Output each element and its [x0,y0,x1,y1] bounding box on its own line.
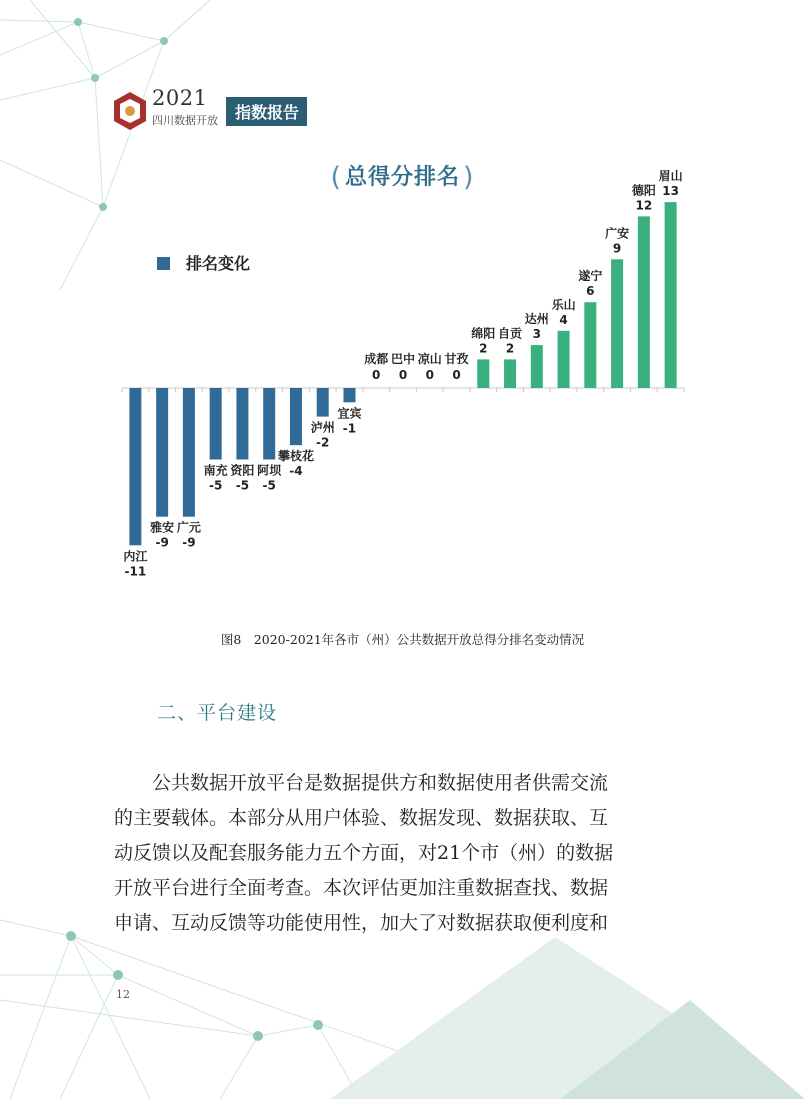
category-label: 南充 [203,463,228,478]
logo-year: 2021 [152,86,208,110]
data-label: 4 [559,312,568,327]
data-label: 6 [586,284,595,299]
category-label: 内江 [123,549,148,564]
category-label: 泸州 [310,420,335,435]
category-label: 攀枝花 [277,449,314,464]
legend-label: 排名变化 [186,254,251,273]
body-paragraph [114,766,694,941]
body-line: 申请、互动反馈等功能使用性，加大了对数据获取便利度和 [114,912,609,934]
bar [290,388,302,445]
data-label: -5 [262,478,276,493]
bar [504,359,516,388]
category-label: 遂宁 [578,269,603,284]
bar [638,216,650,388]
bar [236,388,248,460]
body-line: 开放平台进行全面考查。本次评估更加注重数据查找、数据 [114,877,609,899]
report-badge: 指数报告 [226,97,307,126]
figure-caption: 图8 2020-2021年各市（州）公共数据开放总得分排名变动情况 [220,632,585,647]
data-label: -2 [316,435,330,450]
category-label: 成都 [364,352,389,366]
data-label: 0 [452,368,461,382]
data-label: -11 [124,564,147,579]
data-label: 0 [372,368,381,382]
bar [263,388,275,460]
bar [210,388,222,460]
bar [183,388,195,517]
category-label: 绵阳 [471,326,496,341]
category-label: 乐山 [551,297,576,312]
bar [611,259,623,388]
bar [129,388,141,545]
category-label: 自贡 [498,326,523,341]
category-label: 广元 [176,520,201,535]
bar [156,388,168,517]
category-label: 资阳 [230,463,255,478]
section-heading: 二、平台建设 [157,702,278,724]
chart-title: ( 总得分排名 ) [330,162,475,193]
logo-subtitle: 四川数据开放 [152,114,218,127]
data-label: 0 [425,368,434,382]
category-label: 阿坝 [257,463,282,478]
data-label: 13 [662,184,679,199]
body-line: 动反馈以及配套服务能力五个方面，对21个市（州）的数据 [114,842,614,864]
category-label: 德阳 [631,183,656,198]
data-label: 2 [505,341,515,356]
body-line: 的主要载体。本部分从用户体验、数据发现、数据获取、互 [114,807,609,829]
data-label: -5 [208,478,223,493]
bar [477,359,489,388]
chart-title-text: 总得分排名 [344,165,460,190]
bar [343,388,355,402]
category-label: 甘孜 [444,352,469,366]
category-label: 雅安 [150,520,175,535]
data-label: 0 [398,368,408,382]
data-label: 12 [635,198,653,213]
bar [531,345,543,388]
category-label: 广安 [605,226,630,241]
category-label: 达州 [524,312,549,327]
bar [584,302,596,388]
data-label: -4 [289,464,303,479]
bar [558,331,570,388]
data-label: 3 [532,327,541,342]
category-label: 宜宾 [337,406,362,421]
category-label: 巴中 [390,352,416,366]
data-label: -9 [182,535,196,550]
body-line: 公共数据开放平台是数据提供方和数据使用者供需交流 [114,772,609,794]
data-label: -1 [342,421,357,436]
bar [317,388,329,417]
page-number: 12 [116,988,130,1001]
data-label: -5 [235,478,250,493]
data-label: 9 [612,241,622,256]
category-label: 眉山 [658,169,683,184]
data-label: -9 [155,535,169,550]
data-label: 2 [479,341,488,356]
category-label: 凉山 [417,352,442,366]
bar [665,202,677,388]
